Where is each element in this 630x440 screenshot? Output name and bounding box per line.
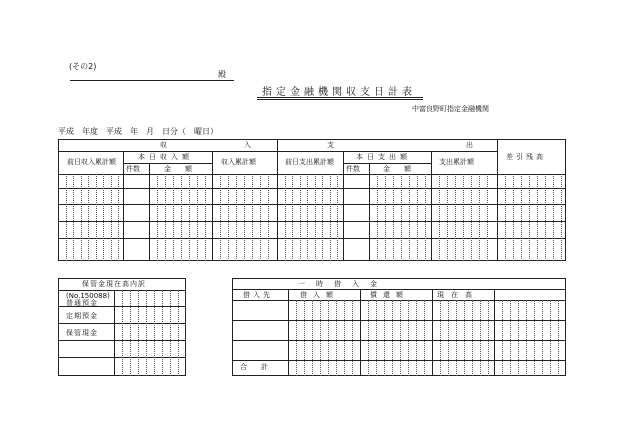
digit-guide (553, 174, 554, 261)
digit-guide (393, 174, 394, 261)
digit-guide (505, 174, 506, 261)
digit-guide (103, 174, 104, 261)
loan-title: 一 時 借 入 金 (298, 280, 379, 288)
digit-guide (260, 174, 261, 261)
today-receipts-header: 本日収入額 (138, 153, 193, 161)
digit-guide (401, 174, 402, 261)
digit-guide (228, 174, 229, 261)
digit-guide (513, 174, 514, 261)
digit-guide (138, 290, 139, 376)
custody-title: 保管金現在高内訳 (82, 280, 146, 288)
digit-guide (561, 174, 562, 261)
digit-guide (424, 300, 425, 376)
receipts-label-1: 収 (160, 141, 167, 149)
digit-guide (236, 174, 237, 261)
custody-row-cash: 保管現金 (66, 329, 98, 337)
digit-guide (464, 300, 465, 376)
prev-payments-header: 前日支出累計額 (285, 158, 334, 166)
digit-guide (162, 290, 163, 376)
digit-guide (330, 174, 331, 261)
payments-amount-header: 金 額 (383, 165, 411, 173)
digit-guide (439, 174, 440, 261)
digit-guide (471, 174, 472, 261)
digit-guide (480, 300, 481, 376)
account-number: (No.150088) (66, 292, 110, 300)
digit-guide (337, 174, 338, 261)
digit-guide (178, 290, 179, 376)
digit-guide (377, 174, 378, 261)
digit-guide (425, 174, 426, 261)
page-title: 指定金融機関収支日計表 (262, 87, 416, 98)
digit-guide (550, 300, 551, 376)
receipts-total-header: 収入累計額 (221, 158, 256, 166)
digit-guide (463, 174, 464, 261)
digit-guide (130, 290, 131, 376)
digit-guide (376, 300, 377, 376)
digit-guide (526, 300, 527, 376)
digit-guide (408, 300, 409, 376)
bank-name: 中富良野町指定金融機関 (412, 105, 489, 113)
digit-guide (292, 174, 293, 261)
digit-guide (440, 300, 441, 376)
custody-row-time: 定期預金 (66, 312, 98, 320)
digit-guide (96, 174, 97, 261)
custody-row-ordinary: 普通預金 (66, 299, 98, 307)
digit-guide (472, 300, 473, 376)
digit-guide (456, 300, 457, 376)
digit-guide (220, 174, 221, 261)
digit-guide (122, 290, 123, 376)
today-payments-header: 本日支出額 (356, 153, 411, 161)
addressee-line (70, 80, 234, 81)
digit-guide (328, 300, 329, 376)
digit-guide (111, 174, 112, 261)
title-underline-2 (257, 99, 423, 100)
prev-receipts-header: 前日収入累計額 (67, 158, 116, 166)
digit-guide (510, 300, 511, 376)
digit-guide (487, 174, 488, 261)
title-underline (257, 97, 423, 98)
addressee-honorific: 殿 (218, 70, 226, 79)
digit-guide (545, 174, 546, 261)
sheet-number: (その2) (69, 62, 97, 71)
digit-guide (385, 174, 386, 261)
digit-guide (312, 300, 313, 376)
digit-guide (315, 174, 316, 261)
digit-guide (447, 174, 448, 261)
digit-guide (518, 300, 519, 376)
digit-guide (81, 174, 82, 261)
digit-guide (173, 174, 174, 261)
digit-guide (244, 174, 245, 261)
digit-guide (66, 174, 67, 261)
digit-guide (304, 300, 305, 376)
digit-guide (455, 174, 456, 261)
balance-header: 差引残高 (506, 153, 546, 161)
payments-label-1: 支 (327, 141, 334, 149)
digit-guide (300, 174, 301, 261)
digit-guide (307, 174, 308, 261)
digit-guide (529, 174, 530, 261)
digit-guide (352, 300, 353, 376)
digit-guide (73, 174, 74, 261)
digit-guide (154, 290, 155, 376)
loan-total-label: 合 計 (240, 363, 268, 371)
loan-col-current: 現在高 (437, 291, 479, 299)
receipts-label-2: 入 (244, 141, 251, 149)
loan-col-repaid: 償還額 (370, 291, 409, 299)
payments-label-2: 出 (466, 141, 473, 149)
digit-guide (181, 174, 182, 261)
digit-guide (368, 300, 369, 376)
date-line: 平成 年度 平成 年 月 日分（ 曜日） (58, 127, 218, 136)
digit-guide (416, 300, 417, 376)
digit-guide (157, 174, 158, 261)
digit-guide (320, 300, 321, 376)
digit-guide (417, 174, 418, 261)
digit-guide (542, 300, 543, 376)
digit-guide (502, 300, 503, 376)
digit-guide (170, 290, 171, 376)
receipts-count-header: 件数 (126, 165, 140, 173)
digit-guide (534, 300, 535, 376)
digit-guide (479, 174, 480, 261)
digit-guide (189, 174, 190, 261)
digit-guide (146, 290, 147, 376)
digit-guide (537, 174, 538, 261)
digit-guide (344, 300, 345, 376)
digit-guide (88, 174, 89, 261)
loan-col-borrowed: 借入額 (300, 291, 339, 299)
digit-guide (205, 174, 206, 261)
digit-guide (118, 174, 119, 261)
digit-guide (336, 300, 337, 376)
payments-total-header: 支出累計額 (439, 158, 474, 166)
digit-guide (400, 300, 401, 376)
digit-guide (268, 174, 269, 261)
digit-guide (488, 300, 489, 376)
digit-guide (285, 174, 286, 261)
digit-guide (296, 300, 297, 376)
digit-guide (558, 300, 559, 376)
payments-count-header: 件数 (346, 165, 360, 173)
digit-guide (384, 300, 385, 376)
digit-guide (322, 174, 323, 261)
loan-col-lender: 借入先 (243, 291, 273, 299)
digit-guide (252, 174, 253, 261)
digit-guide (521, 174, 522, 261)
digit-guide (197, 174, 198, 261)
digit-guide (448, 300, 449, 376)
digit-guide (392, 300, 393, 376)
digit-guide (409, 174, 410, 261)
digit-guide (165, 174, 166, 261)
receipts-amount-header: 金 額 (164, 165, 192, 173)
